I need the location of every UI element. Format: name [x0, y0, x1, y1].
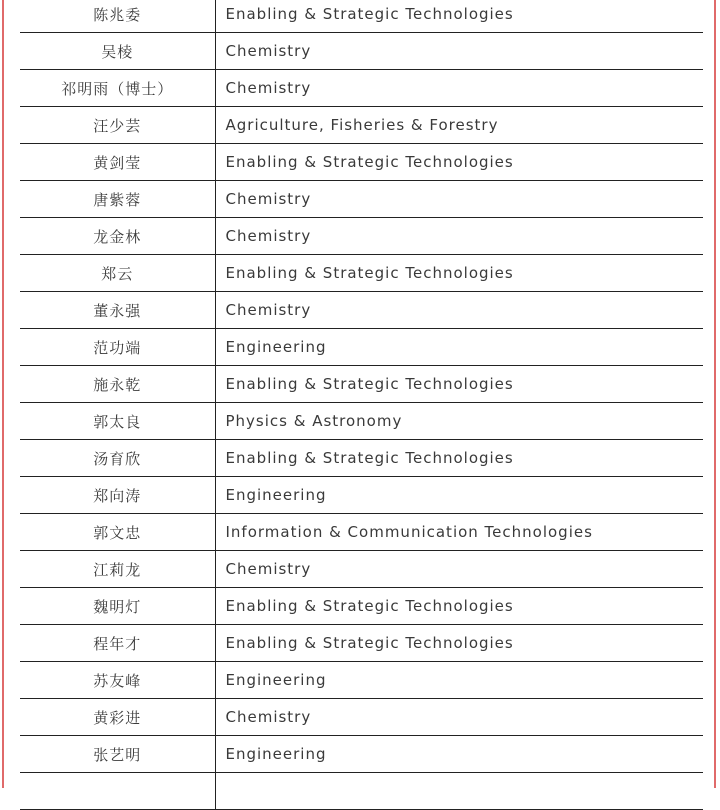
research-field-cell: Chemistry — [215, 699, 703, 736]
table-row — [20, 144, 703, 181]
research-field-cell: Engineering — [215, 477, 703, 514]
table-row — [20, 403, 703, 440]
table-row — [20, 662, 703, 699]
table-row — [20, 551, 703, 588]
researcher-name-cell: 黄彩进 — [20, 699, 215, 736]
research-field-cell: Engineering — [215, 329, 703, 366]
table-row — [20, 773, 703, 810]
research-field-cell: Enabling & Strategic Technologies — [215, 255, 703, 292]
table-row — [20, 699, 703, 736]
research-field-cell: Chemistry — [215, 551, 703, 588]
table-row — [20, 70, 703, 107]
research-field-cell: Chemistry — [215, 181, 703, 218]
researcher-name-cell — [20, 773, 215, 810]
research-field-cell: Chemistry — [215, 292, 703, 329]
researcher-name-cell: 黄剑莹 — [20, 144, 215, 181]
table-row — [20, 514, 703, 551]
researchers-table — [20, 0, 703, 810]
research-field-cell: Engineering — [215, 736, 703, 773]
researcher-name-cell: 汪少芸 — [20, 107, 215, 144]
table-body — [20, 0, 703, 810]
table-row — [20, 440, 703, 477]
research-field-cell: Enabling & Strategic Technologies — [215, 625, 703, 662]
researcher-name-cell: 汤育欣 — [20, 440, 215, 477]
researcher-name-cell: 江莉龙 — [20, 551, 215, 588]
research-field-cell: Chemistry — [215, 218, 703, 255]
research-field-cell: Chemistry — [215, 70, 703, 107]
table-row — [20, 588, 703, 625]
research-field-cell: Enabling & Strategic Technologies — [215, 144, 703, 181]
researcher-name-cell: 吴棱 — [20, 33, 215, 70]
researcher-name-cell: 施永乾 — [20, 366, 215, 403]
researcher-name-cell: 范功端 — [20, 329, 215, 366]
table-row — [20, 107, 703, 144]
research-field-cell: Physics & Astronomy — [215, 403, 703, 440]
table-row — [20, 477, 703, 514]
table-row — [20, 33, 703, 70]
research-field-cell: Enabling & Strategic Technologies — [215, 0, 703, 33]
table-row — [20, 366, 703, 403]
table-row — [20, 255, 703, 292]
table-row — [20, 292, 703, 329]
researcher-name-cell: 祁明雨（博士） — [20, 70, 215, 107]
researchers-table-container — [20, 0, 703, 810]
researcher-name-cell: 苏友峰 — [20, 662, 215, 699]
researcher-name-cell: 唐紫蓉 — [20, 181, 215, 218]
researcher-name-cell: 魏明灯 — [20, 588, 215, 625]
research-field-cell — [215, 773, 703, 810]
researcher-name-cell: 龙金林 — [20, 218, 215, 255]
researcher-name-cell: 董永强 — [20, 292, 215, 329]
research-field-cell: Agriculture, Fisheries & Forestry — [215, 107, 703, 144]
researcher-name-cell: 程年才 — [20, 625, 215, 662]
table-row — [20, 736, 703, 773]
research-field-cell: Chemistry — [215, 33, 703, 70]
research-field-cell: Enabling & Strategic Technologies — [215, 588, 703, 625]
researcher-name-cell: 张艺明 — [20, 736, 215, 773]
research-field-cell: Enabling & Strategic Technologies — [215, 366, 703, 403]
research-field-cell: Information & Communication Technologies — [215, 514, 703, 551]
research-field-cell: Engineering — [215, 662, 703, 699]
researcher-name-cell: 郭太良 — [20, 403, 215, 440]
table-row — [20, 181, 703, 218]
table-row — [20, 329, 703, 366]
researcher-name-cell: 郑向涛 — [20, 477, 215, 514]
researcher-name-cell: 陈兆委 — [20, 0, 215, 33]
table-row — [20, 218, 703, 255]
table-row — [20, 625, 703, 662]
researcher-name-cell: 郭文忠 — [20, 514, 215, 551]
table-row — [20, 0, 703, 33]
research-field-cell: Enabling & Strategic Technologies — [215, 440, 703, 477]
researcher-name-cell: 郑云 — [20, 255, 215, 292]
